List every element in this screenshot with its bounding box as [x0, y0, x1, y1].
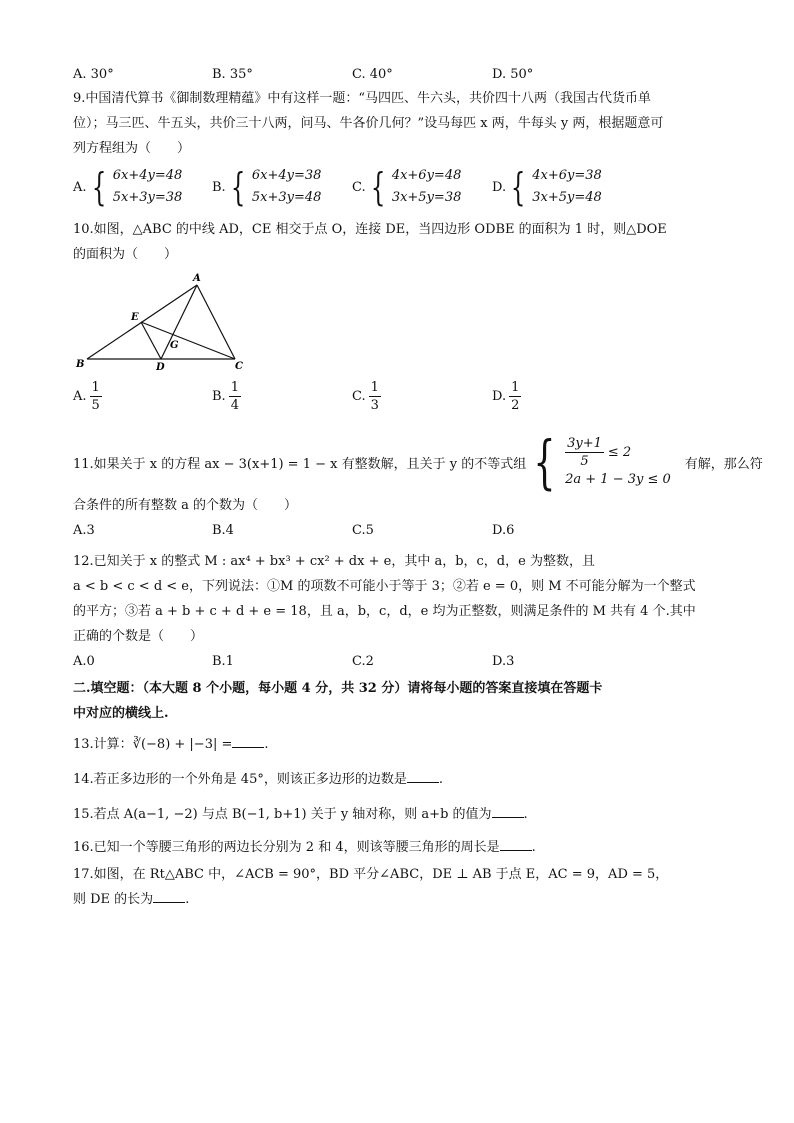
- q16-answer-blank: [500, 838, 532, 851]
- q9-option-a: A. { 6x+4y=48 5x+3y=38: [73, 165, 183, 209]
- q11-options: [73, 518, 723, 543]
- q11-option-d: D.6: [492, 523, 515, 538]
- q10-triangle-figure: [73, 271, 253, 371]
- q11-ineq1-rel: ≤ 2: [607, 444, 632, 460]
- q10-option-c: [352, 379, 381, 414]
- q12-option-c: C.2: [352, 654, 374, 669]
- q10-option-d-num: 1: [511, 380, 520, 395]
- q9-option-d-eq1: 4x+6y=38: [532, 168, 602, 183]
- q12-option-d: D.3: [492, 654, 515, 669]
- q10-option-a-num: 1: [91, 380, 100, 395]
- q9-option-b-label: B.: [212, 179, 226, 195]
- q11-ineq2: 2a + 1 − 3y ≤ 0: [565, 471, 671, 487]
- q9-option-a-label: A.: [73, 179, 87, 195]
- label-e: E: [131, 312, 139, 323]
- label-d: D: [156, 362, 165, 371]
- q14-answer-blank: [407, 770, 439, 783]
- section-2-line1: 二.填空题：（本大题 8 个小题，每小题 4 分，共 32 分）请将每小题的答案直接填在答题卡: [73, 681, 603, 696]
- q12-options: [73, 649, 723, 674]
- q10-option-a: [73, 379, 102, 414]
- q13-end: .: [264, 737, 269, 752]
- q9-options: [73, 165, 723, 213]
- question-11: [73, 428, 763, 543]
- q9-option-d: D. { 4x+6y=38 3x+5y=48: [492, 165, 602, 209]
- q10-option-a-den: 5: [91, 398, 100, 413]
- q17-text-line1: 17.如图，在 Rt△ABC 中，∠ACB = 90°，BD 平分∠ABC，DE ⊥ AB 于点 E，AC = 9，AD = 5，: [73, 867, 669, 882]
- q9-option-c: C. { 4x+6y=48 3x+5y=38: [352, 165, 462, 209]
- q12-text-line2: a < b < c < d < e，下列说法：①M 的项数不可能小于等于 3；②若 e = 0，则 M 不可能分解为一个整式: [73, 579, 696, 594]
- q17-end: .: [185, 892, 190, 907]
- q8-option-d: D. 50°: [492, 67, 534, 82]
- section-2-heading: [73, 676, 723, 726]
- q10-option-c-den: 3: [370, 398, 379, 413]
- q9-option-a-eq2: 5x+3y=38: [112, 190, 183, 205]
- q9-option-a-eq1: 6x+4y=48: [112, 168, 183, 183]
- q10-options: [73, 379, 723, 423]
- q11-ineq1-den: 5: [580, 453, 589, 469]
- q8-option-c: C. 40°: [352, 67, 393, 82]
- q10-text-line1: 10.如图，△ABC 的中线 AD，CE 相交于点 O，连接 DE，当四边形 ODBE 的面积为 1 时，则△DOE: [73, 222, 667, 237]
- q12-option-a: A.0: [73, 654, 95, 669]
- q17-answer-blank: [153, 890, 185, 903]
- q9-option-c-label: C.: [352, 179, 366, 195]
- q9-option-c-eq2: 3x+5y=38: [391, 190, 462, 205]
- q10-option-b-label: B.: [212, 389, 226, 404]
- side-ac: [197, 285, 235, 359]
- q10-option-b-den: 4: [230, 398, 239, 413]
- median-ad: [161, 285, 197, 359]
- q11-inequality-system: [565, 435, 671, 490]
- q11-option-c: C.5: [352, 523, 374, 538]
- question-15: [73, 802, 723, 827]
- q9-text-line3: 列方程组为（ ）: [73, 141, 191, 156]
- q11-option-b: B.4: [212, 523, 234, 538]
- q8-option-a: A. 30°: [73, 67, 114, 82]
- q15-end: .: [523, 807, 528, 822]
- q13-answer-blank: [232, 735, 264, 748]
- q9-option-c-eq1: 4x+6y=48: [391, 168, 462, 183]
- q16-text: 16.已知一个等腰三角形的两边长分别为 2 和 4，则该等腰三角形的周长是: [73, 840, 500, 855]
- question-12: [73, 549, 723, 674]
- q12-text-line1: 12.已知关于 x 的整式 M : ax⁴ + bx³ + cx² + dx + e，其中 a，b，c，d，e 为整数，且: [73, 554, 595, 569]
- q12-text-line3: 的平方；③若 a + b + c + d + e = 18，且 a，b，c，d，e 均为正整数，则满足条件的 M 共有 4 个.其中: [73, 604, 696, 619]
- q10-option-d: [492, 379, 521, 414]
- q11-text-before: 11.如果关于 x 的方程 ax − 3(x+1) = 1 − x 有整数解，且关于 y 的不等式组: [73, 456, 527, 472]
- question-10: [73, 217, 723, 423]
- question-13: [73, 732, 723, 757]
- exam-page: [73, 62, 763, 912]
- q9-option-b-eq2: 5x+3y=48: [251, 190, 322, 205]
- q11-text-after: 有解，那么符: [684, 456, 763, 472]
- q15-text: 15.若点 A(a−1, −2) 与点 B(−1, b+1) 关于 y 轴对称，则 a+b 的值为: [73, 807, 492, 822]
- label-g: G: [170, 340, 179, 351]
- q12-option-b: B.1: [212, 654, 234, 669]
- section-2-line2: 中对应的横线上.: [73, 706, 169, 721]
- q8-options: [73, 62, 723, 82]
- q9-option-d-label: D.: [492, 179, 507, 195]
- q9-option-b: B. { 6x+4y=38 5x+3y=48: [212, 165, 322, 209]
- q10-text-line2: 的面积为（ ）: [73, 247, 178, 262]
- q9-text-line2: 位）；马三匹、牛五头，共价三十八两，问马、牛各价几何？”设马每匹 x 两，牛每头 y 两，根据题意可: [73, 116, 664, 131]
- q9-option-d-eq2: 3x+5y=48: [532, 190, 602, 205]
- q14-end: .: [438, 772, 443, 787]
- q17-text-line2: 则 DE 的长为: [73, 892, 154, 907]
- label-a: A: [193, 273, 201, 284]
- question-9: [73, 86, 723, 213]
- q9-option-b-eq1: 6x+4y=38: [251, 168, 322, 183]
- q13-text: 13.计算：∛(−8) + |−3| =: [73, 737, 233, 752]
- question-17: [73, 862, 723, 912]
- q14-text: 14.若正多边形的一个外角是 45°，则该正多边形的边数是: [73, 772, 407, 787]
- q16-end: .: [531, 840, 536, 855]
- q10-option-d-den: 2: [511, 398, 520, 413]
- question-16: [73, 835, 723, 860]
- question-14: [73, 767, 723, 792]
- label-c: C: [235, 361, 243, 371]
- q10-option-c-label: C.: [352, 389, 366, 404]
- q9-text-line1: 9.中国清代算书《御制数理精蕴》中有这样一题：“马四匹、牛六头，共价四十八两（我国古代货币单: [73, 91, 652, 106]
- q15-answer-blank: [492, 805, 524, 818]
- q10-option-b: [212, 379, 241, 414]
- segment-de: [141, 322, 161, 359]
- median-ce: [141, 322, 235, 359]
- q11-option-a: A.3: [73, 523, 95, 538]
- q8-option-b: B. 35°: [212, 67, 253, 82]
- label-b: B: [76, 359, 85, 370]
- q10-option-a-label: A.: [73, 389, 87, 404]
- q11-ineq1-num: 3y+1: [567, 435, 602, 451]
- q11-text-line2: 合条件的所有整数 a 的个数为（ ）: [73, 498, 298, 513]
- q12-text-line4: 正确的个数是（ ）: [73, 629, 204, 644]
- q11-line1: 11.如果关于 x 的方程 ax − 3(x+1) = 1 − x 有整数解，且关于 y 的不等式组 { $\frac{3y+1}{5}$ ≤ 2 2a + 1 − 3y ≤ 0 有解，那么符: [73, 428, 763, 496]
- q10-option-c-num: 1: [370, 380, 379, 395]
- q10-option-b-num: 1: [230, 380, 239, 395]
- q10-option-d-label: D.: [492, 389, 507, 404]
